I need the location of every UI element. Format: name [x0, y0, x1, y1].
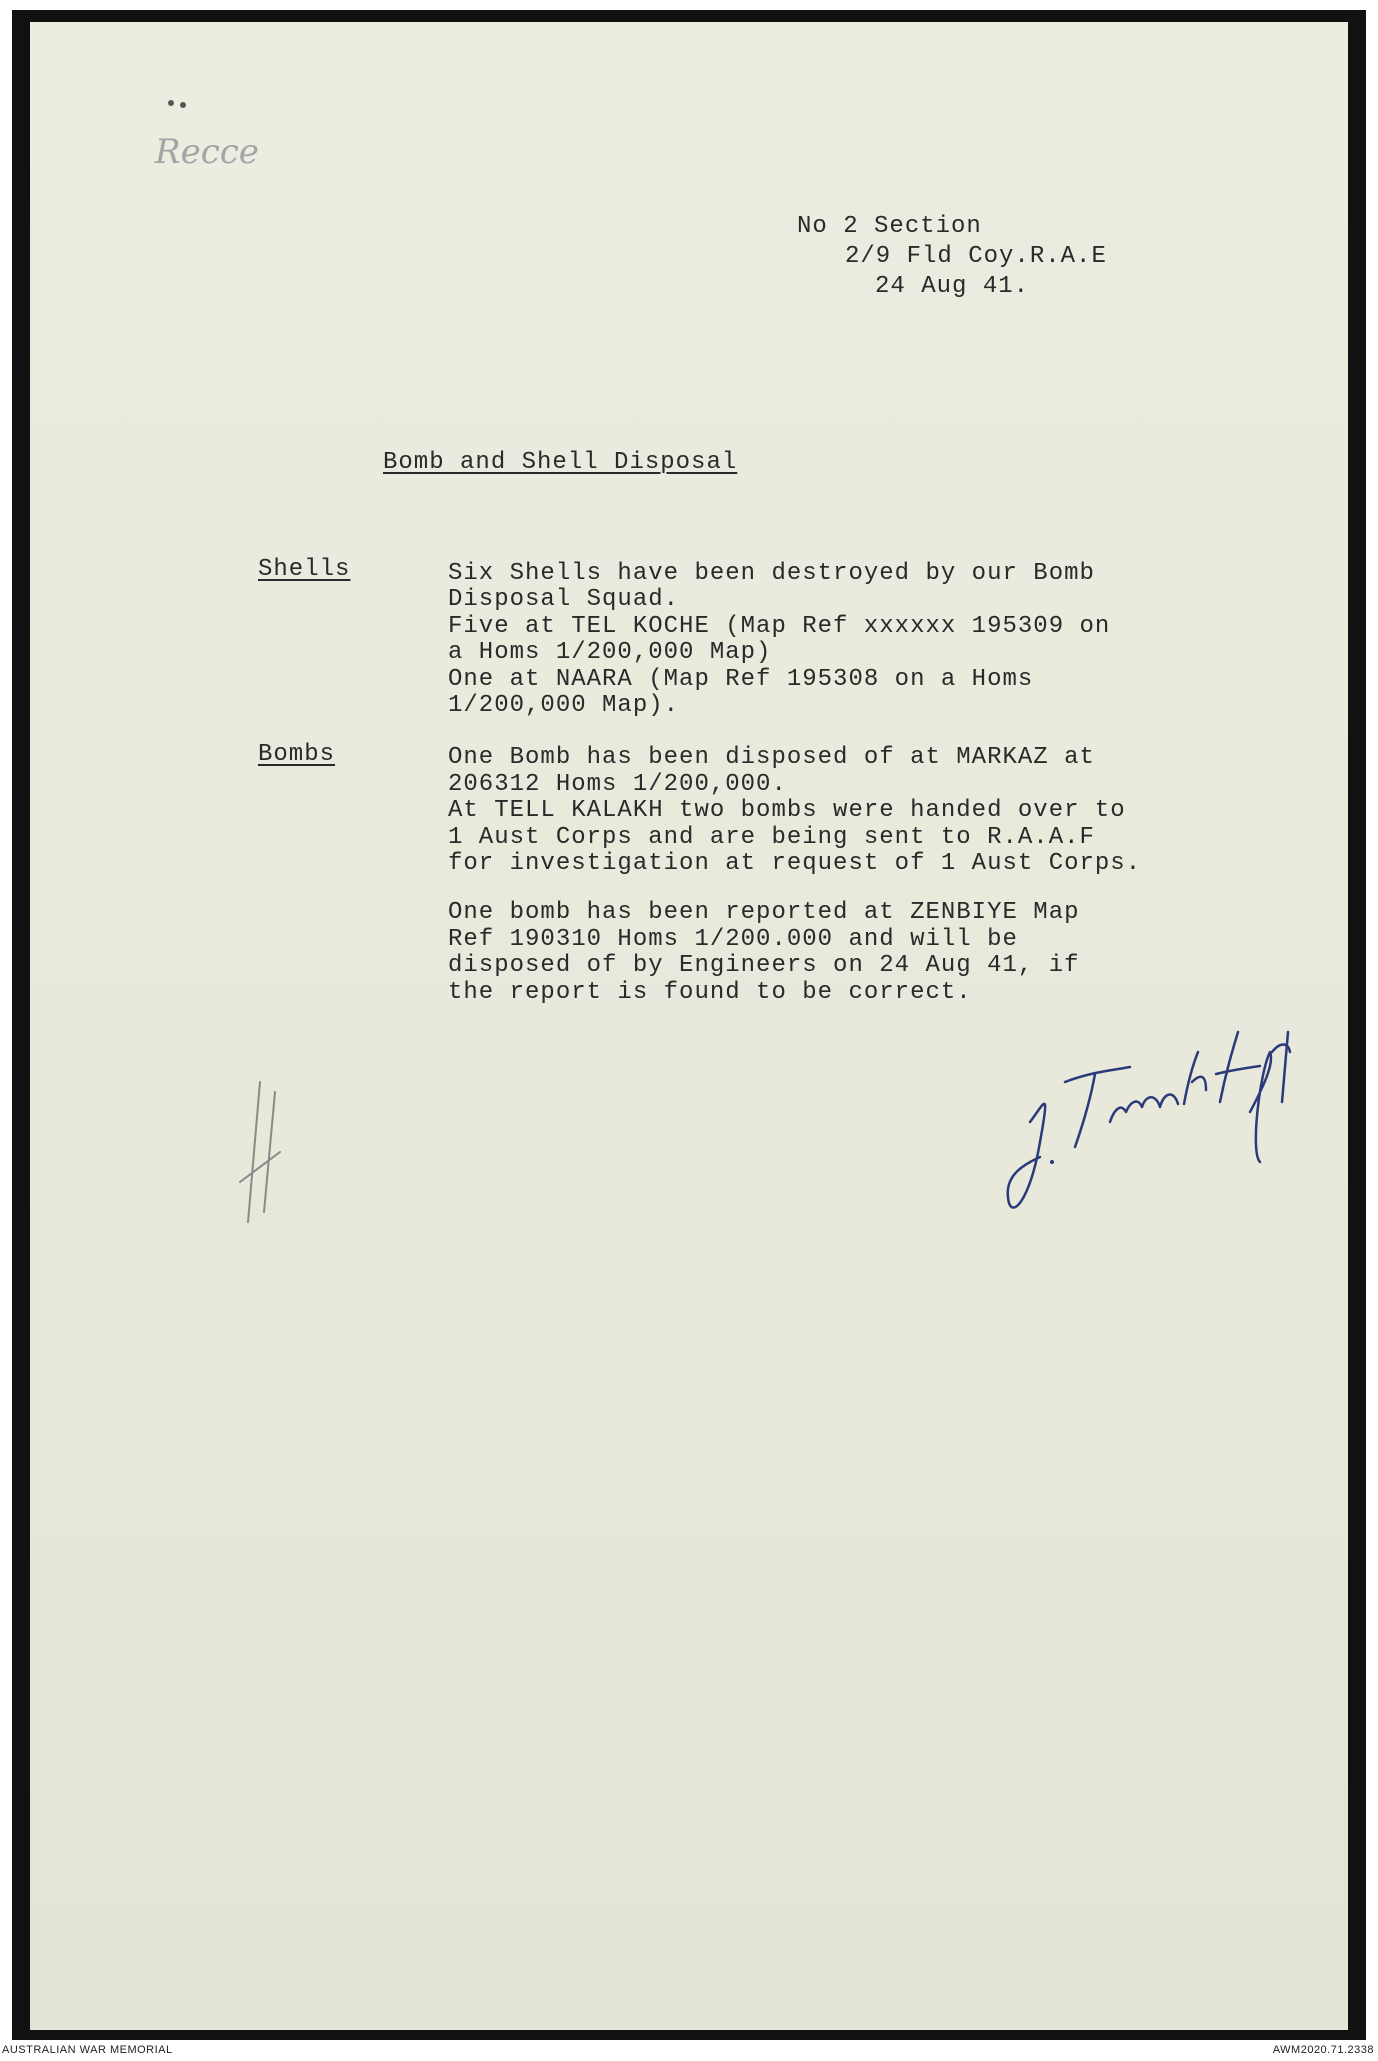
bombs-paragraph-line: One bomb has been reported at ZENBIYE Map	[448, 899, 1080, 926]
bombs-paragraph-line: Ref 190310 Homs 1/200.000 and will be	[448, 926, 1018, 953]
shells-heading: Shells	[258, 556, 351, 583]
footer-left-credit: AUSTRALIAN WAR MEMORIAL	[2, 2044, 173, 2056]
punch-hole	[168, 100, 174, 106]
shells-line: 1/200,000 Map).	[448, 692, 680, 719]
bombs-line: 1 Aust Corps and are being sent to R.A.A.F	[448, 824, 1095, 851]
footer-right-id: AWM2020.71.2338	[1272, 2044, 1374, 2056]
bombs-line: At TELL KALAKH two bombs were handed over to	[448, 797, 1126, 824]
punch-hole	[180, 102, 186, 108]
shells-line: a Homs 1/200,000 Map)	[448, 639, 772, 666]
bombs-line: 206312 Homs 1/200,000.	[448, 771, 787, 798]
header-unit: 2/9 Fld Coy.R.A.E	[845, 243, 1107, 270]
document-title: Bomb and Shell Disposal	[383, 449, 738, 476]
shells-line: One at NAARA (Map Ref 195308 on a Homs	[448, 666, 1034, 693]
document-page	[30, 22, 1348, 2030]
pencil-annotation: Recce	[155, 132, 259, 172]
shells-line: Five at TEL KOCHE (Map Ref xxxxxx 195309 on	[448, 613, 1111, 640]
shells-line: Six Shells have been destroyed by our Bomb	[448, 560, 1095, 587]
header-section: No 2 Section	[797, 213, 982, 240]
shells-line: Disposal Squad.	[448, 586, 680, 613]
bombs-paragraph-line: the report is found to be correct.	[448, 979, 972, 1006]
signature-image	[970, 1012, 1330, 1242]
bombs-line: One Bomb has been disposed of at MARKAZ at	[448, 744, 1095, 771]
bombs-paragraph-line: disposed of by Engineers on 24 Aug 41, if	[448, 952, 1080, 979]
bombs-line: for investigation at request of 1 Aust Corps.	[448, 850, 1142, 877]
bombs-heading: Bombs	[258, 741, 336, 768]
header-date: 24 Aug 41.	[875, 273, 1030, 300]
pencil-initials-mark	[220, 1062, 300, 1232]
